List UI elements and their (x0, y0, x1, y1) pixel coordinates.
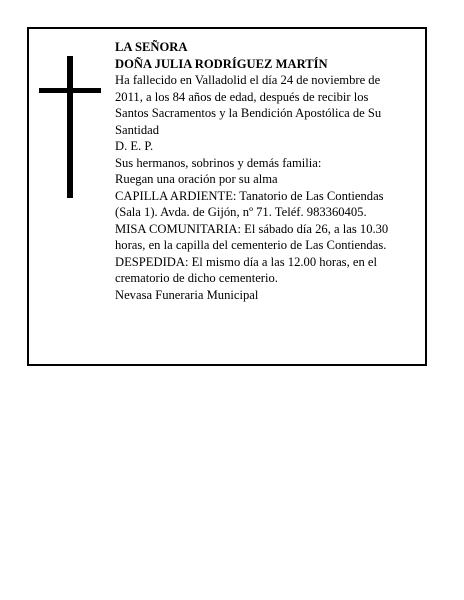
funeral-home: Nevasa Funeraria Municipal (115, 287, 259, 302)
chapel-info: CAPILLA ARDIENTE: Tanatorio de Las Contiendas (Sala 1). Avda. de Gijón, nº 71. Teléf. 983360405. (115, 188, 384, 219)
farewell-info: DESPEDIDA: El mismo día a las 12.00 horas, en el crematorio de dicho cementerio. (115, 254, 377, 285)
deceased-name: DOÑA JULIA RODRÍGUEZ MARTÍN (115, 56, 328, 71)
prayer-request: Ruegan una oración por su alma (115, 172, 278, 186)
cross-vertical-bar (67, 56, 73, 198)
rest-in-peace: D. E. P. (115, 139, 154, 153)
death-announcement: Ha fallecido en Valladolid el día 24 de noviembre de 2011, a los 84 años de edad, después de recibir los Santos Sacramentos y la Bendición Apostólica de Su Santidad (115, 73, 382, 137)
cross-horizontal-bar (39, 88, 101, 93)
family-line: Sus hermanos, sobrinos y demás familia: (115, 155, 322, 170)
notice-heading: LA SEÑORA (115, 40, 188, 54)
cross-icon (39, 56, 101, 198)
obituary-notice (27, 27, 427, 366)
notice-body (115, 39, 411, 303)
mass-info: MISA COMUNITARIA: El sábado día 26, a las 10.30 horas, en la capilla del cementerio de Las Contiendas. (115, 221, 389, 252)
